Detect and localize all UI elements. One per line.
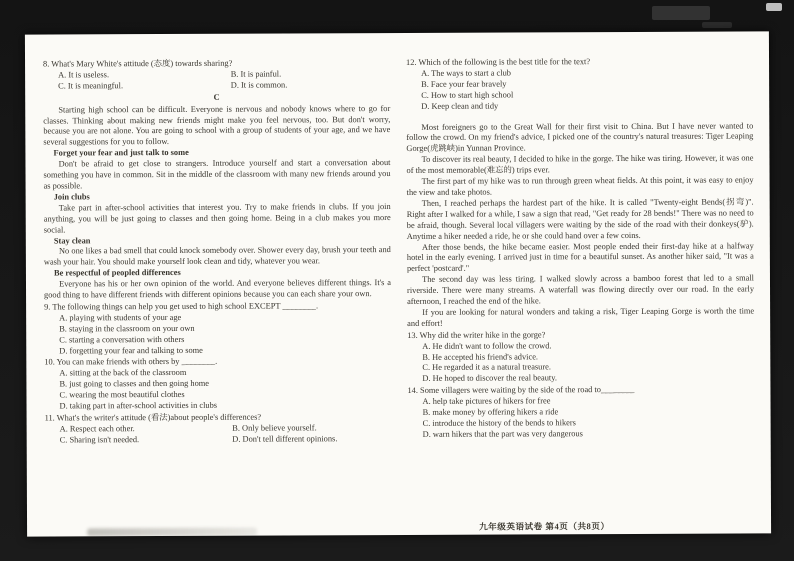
option-c: C. Sharing isn't needed. [59,434,140,445]
option-a: A. playing with students of your age [59,312,182,323]
option-d: D. forgetting your fear and talking to some [59,345,203,356]
option-b: B. Face your fear bravely [421,79,507,89]
question-11 [45,412,392,446]
exam-paper [25,31,771,536]
question-11-options [45,423,392,446]
scan-artifact [652,6,710,20]
question-14-stem: 14. Some villagers were waiting by the side of the road to________ [407,385,635,396]
option-c: C. He regarded it as a natural treasure. [422,362,551,373]
option-b: B. Only believe yourself. [232,423,317,433]
option-d: D. warn hikers that the part was very dangerous [422,429,583,439]
passage-heading: Be respectful of peopled differences [54,268,181,278]
passage-paragraph: Then, I reached perhaps the hardest part of the hike. It is called "Twenty-eight Bends(拐弯)". Right after I walked for a while, I saw a sign that read, "Get ready for 28 bends!" There was no need to be afraid, though. Several local villagers were waiting by the side of the road with their donkeys(驴). Anytime a hiker needed a ride, he or she could hand over a few coins. [406,197,754,241]
left-column [43,57,392,523]
option-c: C. starting a conversation with others [59,334,185,345]
passage-paragraph: Everyone has his or her own opinion of the world. And everyone believes different things. It's a good thing to have different friends with different opinions because you can each share your own. [44,278,392,300]
option-d: D. taking part in after-school activities in clubs [59,400,218,411]
scan-artifact [702,22,732,28]
passage-paragraph: If you are looking for natural wonders and taking a risk, Tiger Leaping Gorge is worth the time and effort! [407,306,755,328]
option-a: A. The ways to start a club [421,68,511,78]
option-c: C. introduce the history of the bends to hikers [422,418,576,428]
option-b: B. He accepted his friend's advice. [422,351,539,362]
question-12 [406,56,753,112]
section-label-c: C [213,92,220,102]
two-column-layout [43,55,755,522]
passage-heading: Stay clean [53,235,91,246]
option-b: B. It is painful. [230,69,282,79]
option-c: C. How to start high school [421,90,514,100]
passage-heading: Forget your fear and just talk to some [53,148,189,158]
question-14 [407,385,754,441]
passage-paragraph: No one likes a bad smell that could knock somebody over. Shower every day, brush your teeth and wash your hair. You should make yourself look clean and tidy, whatever you wear. [43,245,391,267]
question-12-stem: 12. Which of the following is the best title for the text? [406,57,591,67]
option-c: C. wearing the most beautiful clothes [59,390,185,400]
option-b: B. just going to classes and then going home [59,379,210,389]
option-b: B. staying in the classroom on your own [59,323,195,334]
option-a: A. help take pictures of hikers for free [422,396,551,407]
question-8-stem: 8. What's Mary White's attitude (态度) towards sharing? [43,58,233,69]
question-11-stem: 11. What's the writer's attitude (看法)about people's differences? [44,412,262,423]
passage-paragraph: The second day was less tiring. I walked slowly across a bamboo forest that led to a small riverside. There were many streams. A waterfall was flowing directly over our road. In the early afternoon, I reached the end of the hike. [407,273,755,306]
option-d: D. He hoped to discover the real beauty. [422,373,558,384]
question-10-stem: 10. You can make friends with others by ________. [44,357,218,368]
question-13 [407,329,754,385]
scan-artifact [766,3,782,11]
question-10 [44,356,391,412]
question-9-stem: 9. The following things can help you get used to high school EXCEPT ________. [44,301,319,312]
passage-paragraph: Take part in after-school activities that interest you. Try to make friends in clubs. If you join anything, you will be just going to classes and then going home. Being in a club makes you more social. [43,201,391,235]
question-9 [44,301,391,357]
question-8 [43,58,390,92]
passage-paragraph: Don't be afraid to get close to strangers. Introduce yourself and start a conversation about something you have in common. Sit in the middle of the classroom with many new friends around you as possible. [43,158,391,191]
page-footer: 九年级英语试卷 第4页（共8页） [479,521,610,532]
option-a: A. Respect each other. [59,424,135,434]
passage-paragraph: The first part of my hike was to run through green wheat fields. At this point, it was easy to enjoy the view and take photos. [406,175,754,197]
right-column [406,55,755,521]
option-b: B. make money by offering hikers a ride [422,407,559,417]
option-d: D. Don't tell different opinions. [232,434,338,444]
option-a: A. He didn't want to follow the crowd. [422,340,552,351]
question-8-options [43,69,390,92]
passage-heading: Join clubs [53,192,90,202]
question-13-stem: 13. Why did the writer hike in the gorge? [407,330,546,340]
scan-smudge [87,528,257,537]
option-d: D. It is common. [230,80,288,90]
option-d: D. Keep clean and tidy [421,101,499,111]
option-c: C. It is meaningful. [58,81,124,91]
option-a: A. sitting at the back of the classroom [59,368,187,378]
passage-paragraph: Most foreigners go to the Great Wall for their first visit to China. But I have never wanted to follow the crowd. On my friend's advice, I picked one of the country's natural treasures: Tiger Leaping Gorge(虎跳峡)in Yunnan Province. [406,120,754,154]
passage-paragraph: After those bends, the hike became easier. Most people ended their first-day hike at a halfway hotel in the early evening. I arrived just in time for a beautiful sunset. As another hiker said, "It was a perfect 'postcard'." [406,240,754,274]
passage-paragraph: To discover its real beauty, I decided to hike in the gorge. The hike was tiring. However, it was one of the most memorable(难忘的) trips ever. [406,153,754,176]
passage-paragraph: Starting high school can be difficult. Everyone is nervous and nobody knows where to go for classes. Thinking about making new friends might make you feel nervous, too. But don't worry, because you are not alone. You are going to school with a group of students of your age, and we have several suggestions for you to follow. [43,103,391,147]
option-a: A. It is useless. [58,70,110,80]
